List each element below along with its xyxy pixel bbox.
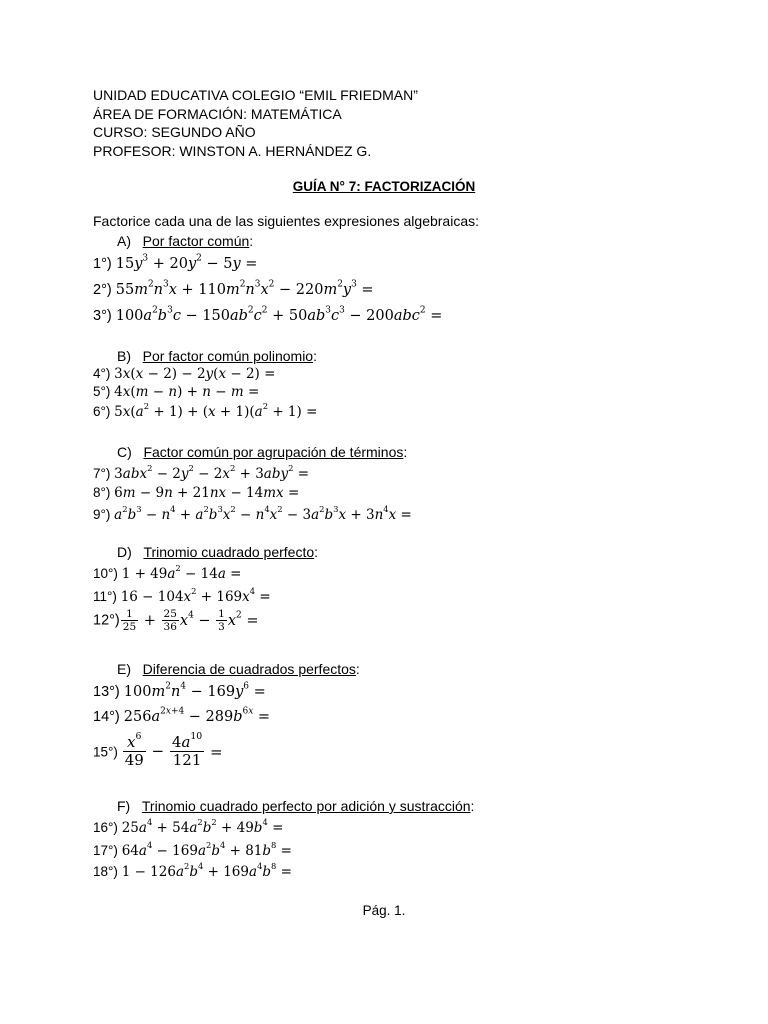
exercise-15: 15°) $\frac{x^6}{49}$ − $\frac{4a^{10}}{121}$ = [93, 731, 223, 770]
document-header [93, 86, 418, 160]
exercise-12: 12°) $\frac{1}{25}$ + $\frac{25}{36}$ $x^4$ − $\frac{1}{3}$ $x^2$ = [93, 608, 259, 634]
exercise-11-expression: $16 - 104x^2 + 169x^4$ = [120, 585, 271, 605]
section-e-heading: E) Diferencia de cuadrados perfectos: [117, 661, 360, 677]
exercise-13: 13°) $100m^2n^4 - 169y^6$ = [93, 681, 266, 700]
exercise-14-expression: $256a^{2x+4} - 289b^{6x}$ = [123, 706, 271, 725]
exercise-4-expression: 3x(x − 2) − 2y(x − 2) = [114, 366, 276, 382]
section-a-heading: A) Por factor común: [117, 233, 254, 249]
exercise-8-expression: 6m − 9n + 21nx − 14mx = [114, 485, 300, 501]
exercise-2: 2°) $55m^2n^3x + 110m^2n^3x^2 - 220m^2y^3$ = [93, 279, 374, 298]
exercise-9-expression: $a^2b^3 - n^4 + a^2b^3x^2 - n^4x^2 - 3a^2b^3x + 3n^4x$ = [114, 503, 412, 523]
exercise-10-expression: $1 + 49a^2 - 14a$ = [121, 562, 242, 582]
exercise-8: 8°) 6m − 9n + 21nx − 14mx = [93, 485, 300, 501]
exercise-6: 6°) $5x(a^2 + 1) + (x + 1)(a^2 + 1)$ = [93, 400, 318, 420]
exercise-1-expression: $15y^3 + 20y^2 - 5y$ = [115, 253, 258, 272]
exercise-11: 11°) $16 - 104x^2 + 169x^4$ = [93, 585, 271, 605]
page-number: Pág. 1. [362, 903, 406, 918]
exercise-15-expression: $\frac{x^6}{49}$ − $\frac{4a^{10}}{121}$ = [124, 731, 223, 770]
exercise-5-expression: 4x(m − n) + n − m = [114, 384, 260, 400]
exercise-3: 3°) $100a^2b^3c - 150ab^2c^2 + 50ab^3c^3 - 200abc^2$ = [93, 305, 443, 324]
exercise-6-expression: $5x(a^2 + 1) + (x + 1)(a^2 + 1)$ = [114, 400, 318, 420]
section-f-heading: F) Trinomio cuadrado perfecto por adición y sustracción: [117, 798, 475, 814]
exercise-17-expression: $64a^4 - 169a^2b^4 + 81b^8$ = [121, 839, 292, 859]
instructions: Factorice cada una de las siguientes expresiones algebraicas: [93, 213, 480, 229]
exercise-7-expression: $3abx^2 - 2y^2 - 2x^2 + 3aby^2$ = [114, 462, 310, 482]
section-c-heading: C) Factor común por agrupación de términos: [117, 444, 408, 460]
exercise-2-expression: $55m^2n^3x + 110m^2n^3x^2 - 220m^2y^3$ = [115, 279, 374, 298]
exercise-5: 5°) 4x(m − n) + n − m = [93, 384, 260, 400]
exercise-16-expression: $25a^4 + 54a^2b^2 + 49b^4$ = [121, 816, 284, 836]
exercise-13-expression: $100m^2n^4 - 169y^6$ = [123, 681, 266, 700]
exercise-1: 1°) $15y^3 + 20y^2 - 5y$ = [93, 253, 258, 272]
exercise-17: 17°) $64a^4 - 169a^2b^4 + 81b^8$ = [93, 839, 292, 859]
exercise-16: 16°) $25a^4 + 54a^2b^2 + 49b^4$ = [93, 816, 284, 836]
school-name: UNIDAD EDUCATIVA COLEGIO “EMIL FRIEDMAN” [93, 87, 418, 103]
exercise-9: 9°) $a^2b^3 - n^4 + a^2b^3x^2 - n^4x^2 - 3a^2b^3x + 3n^4x$ = [93, 503, 412, 523]
exercise-18: 18°) $1 - 126a^2b^4 + 169a^4b^8$ = [93, 860, 292, 880]
teacher: PROFESOR: WINSTON A. HERNÁNDEZ G. [93, 142, 372, 159]
exercise-14: 14°) $256a^{2x+4} - 289b^{6x}$ = [93, 706, 271, 725]
exercise-3-expression: $100a^2b^3c - 150ab^2c^2 + 50ab^3c^3 - 200abc^2$ = [115, 305, 443, 324]
exercise-4: 4°) 3x(x − 2) − 2y(x − 2) = [93, 366, 276, 382]
section-b-heading: B) Por factor común polinomio: [117, 348, 317, 364]
exercise-18-expression: $1 - 126a^2b^4 + 169a^4b^8$ = [121, 860, 292, 880]
exercise-10: 10°) $1 + 49a^2 - 14a$ = [93, 562, 242, 582]
page-title: GUÍA N° 7: FACTORIZACIÓN [292, 179, 476, 194]
subject-area: ÁREA DE FORMACIÓN: MATEMÁTICA [93, 105, 342, 122]
section-d-heading: D) Trinomio cuadrado perfecto: [117, 544, 319, 560]
exercise-7: 7°) $3abx^2 - 2y^2 - 2x^2 + 3aby^2$ = [93, 462, 310, 482]
exercise-12-expression: $\frac{1}{25}$ + $\frac{25}{36}$ $x^4$ − $\frac{1}{3}$ $x^2$ = [122, 608, 259, 634]
course: CURSO: SEGUNDO AÑO [93, 124, 256, 140]
